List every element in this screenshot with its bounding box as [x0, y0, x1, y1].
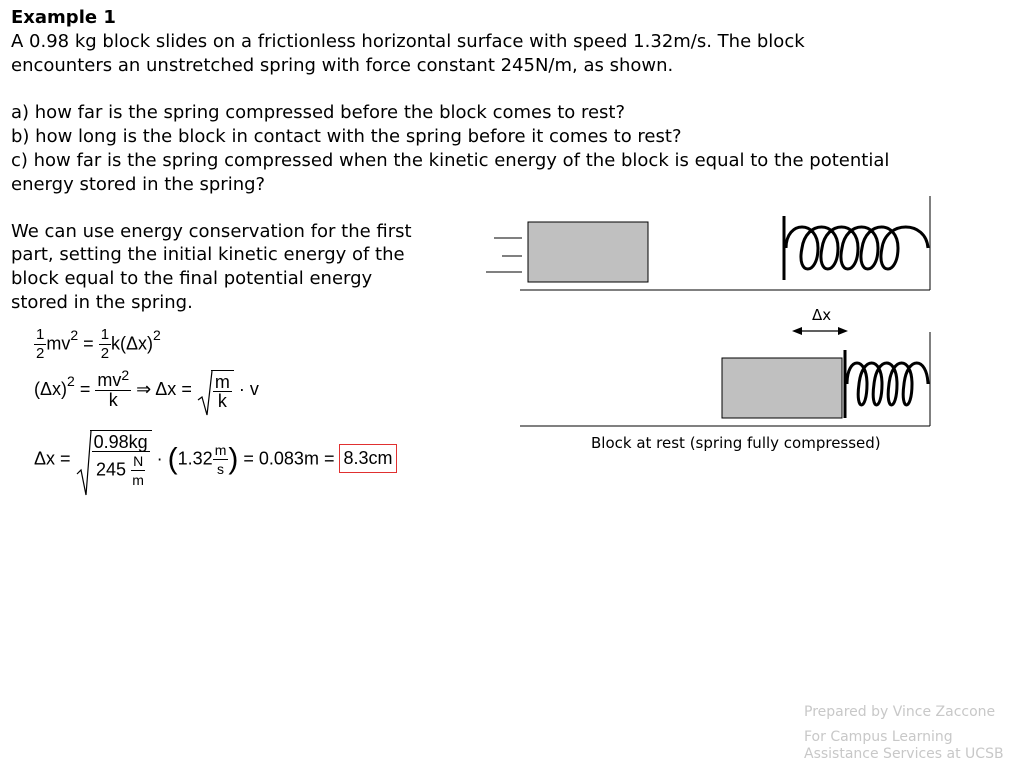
answer-box: 8.3cm	[339, 444, 396, 473]
explanation-line-2: part, setting the initial kinetic energy of the	[11, 244, 405, 265]
energy-equation: $\frac{1}{2}$ $mv^2$ = $\frac{1}{2}$ $k(\Delta x)^2$	[36, 326, 161, 362]
mv2-over-k-fraction: $\frac{mv^2}{k}$	[97, 367, 130, 410]
credit-line-1: Prepared by Vince Zaccone	[804, 704, 996, 720]
numeric-equation: Δx = 0.98kg 245 $\frac{N}{m}$ · (1.32 $\frac{m}{s}$ ) = 0.083m = 8.3cm	[34, 430, 397, 489]
credit-line-2: For Campus Learning	[804, 729, 953, 745]
sqrt-m-over-k: $\frac{m}{k}$	[197, 370, 234, 410]
sqrt-numeric: 0.98kg 245 $\frac{N}{m}$	[76, 430, 152, 489]
example-title: Example 1	[11, 7, 116, 28]
explanation-line-4: stored in the spring.	[11, 292, 193, 313]
half-fraction: $\frac{1}{2}$	[36, 326, 45, 362]
solve-equation: $(\Delta x)^2$ = $\frac{mv^2}{k}$ ⇒ Δx = $\frac{m}{k}$ · v	[34, 370, 259, 410]
problem-line-2: encounters an unstretched spring with force constant 245N/m, as shown.	[11, 55, 674, 76]
diagram-caption: Block at rest (spring fully compressed)	[591, 434, 881, 452]
question-b: b) how long is the block in contact with the spring before it comes to rest?	[11, 126, 682, 147]
spring-block-diagram	[480, 190, 940, 440]
spring-uncompressed	[786, 227, 928, 269]
delta-x-label: Δx	[812, 306, 832, 324]
arrow-head-right	[838, 327, 848, 335]
credit-line-3: Assistance Services at UCSB	[804, 746, 1004, 762]
question-c-line-1: c) how far is the spring compressed when the kinetic energy of the block is equal to the potential	[11, 150, 890, 171]
explanation-line-3: block equal to the final potential energy	[11, 268, 373, 289]
spring-compressed	[847, 363, 928, 405]
half-fraction: $\frac{1}{2}$	[100, 326, 110, 362]
question-c-line-2: energy stored in the spring?	[11, 174, 266, 195]
problem-line-1: A 0.98 kg block slides on a frictionless horizontal surface with speed 1.32m/s. The block	[11, 31, 805, 52]
block-moving	[528, 222, 648, 282]
explanation-line-1: We can use energy conservation for the first	[11, 221, 412, 242]
arrow-head-left	[792, 327, 802, 335]
question-a: a) how far is the spring compressed before the block comes to rest?	[11, 102, 626, 123]
block-at-rest	[722, 358, 842, 418]
